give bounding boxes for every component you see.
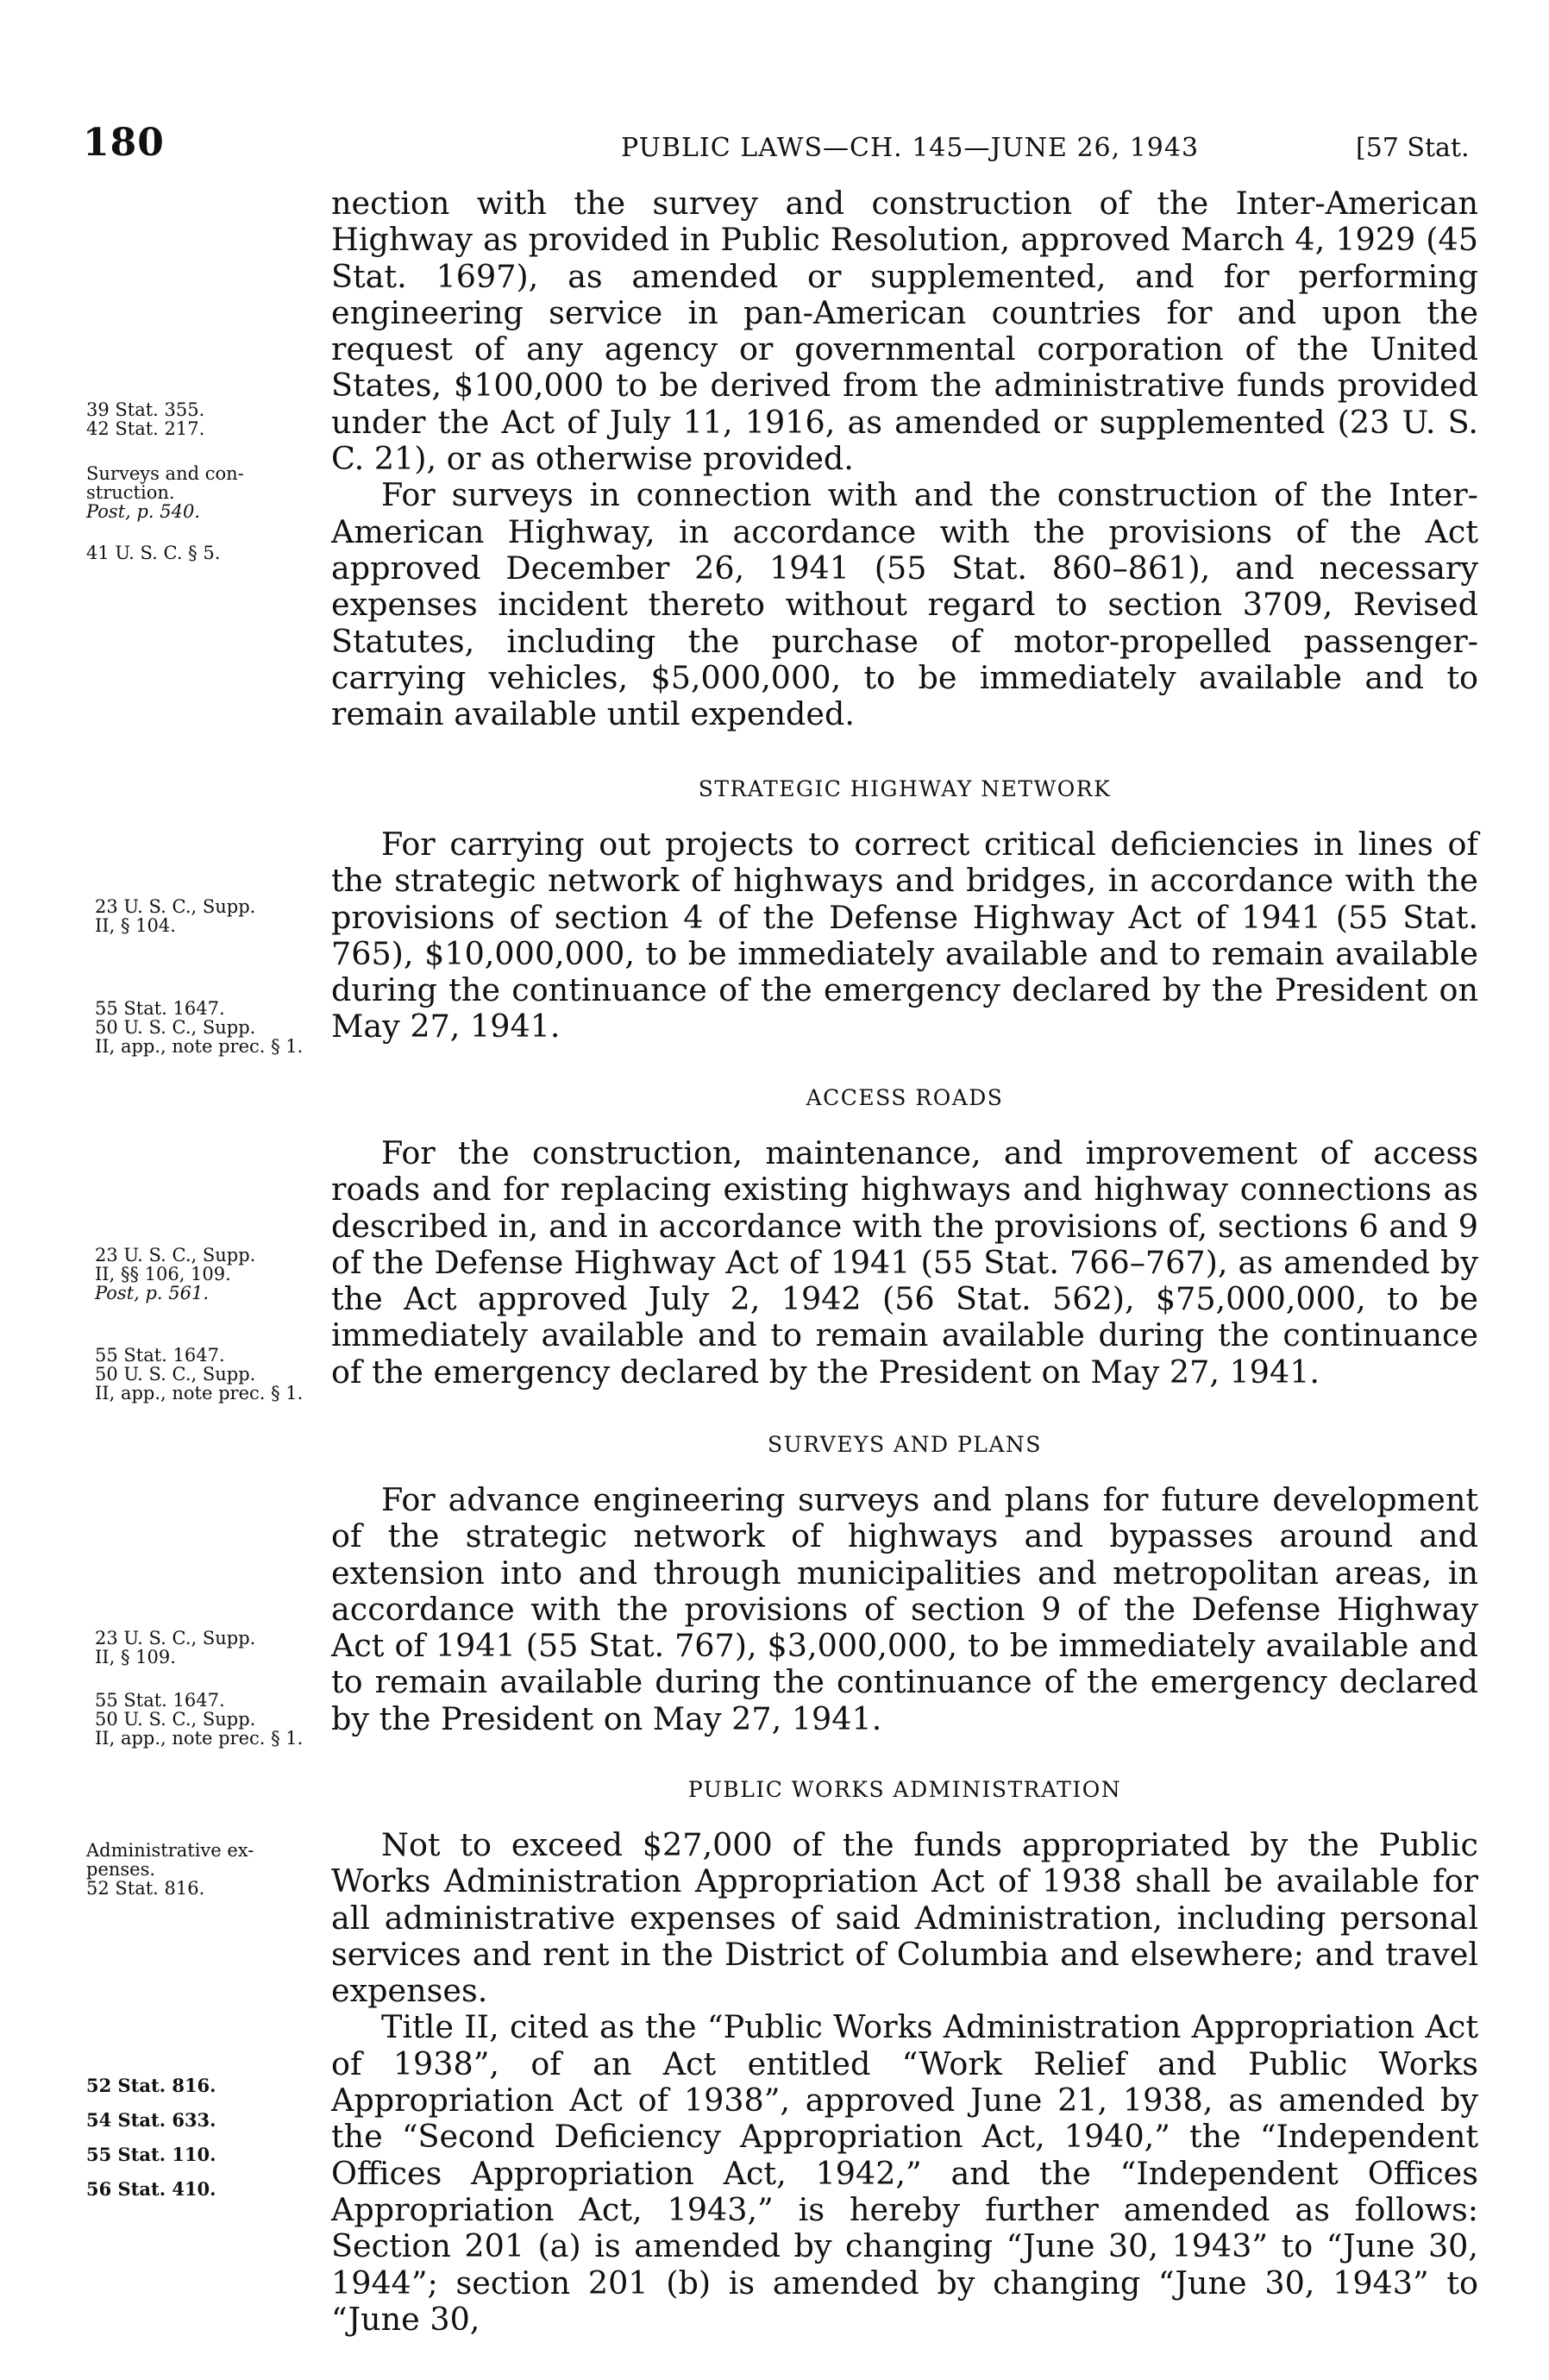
page-number: 180: [83, 121, 165, 165]
public-works-section: [331, 1827, 1478, 2338]
access-roads-paragraph: For the construction, maintenance, and improvement of access roads and for replacing existing highways and highway connections as described in, and in accordance with the provisions of, sections 6 and 9 of the Defense Highway Act of 1941 (55 Stat. 766–767), as amended by the Act approved July 2, 1942 (56 Stat. 562), $75,000,000, to be immediately available and to remain available during the continuance of the emergency declared by the President on May 27, 1941.: [331, 1134, 1478, 1391]
heading-strategic-highway-network: STRATEGIC HIGHWAY NETWORK: [698, 776, 1112, 801]
margin-note-stat-list: 52 Stat. 816. 54 Stat. 633. 55 Stat. 110. 56 Stat. 410.: [86, 2075, 216, 2200]
inter-american-surveys-paragraph: For surveys in connection with and the construction of the Inter-American Highway, in accordance with the provisions of the Act approved December 26, 1941 (55 Stat. 860–861), and necessary expenses incident thereto without regard to section 3709, Revised Statutes, including the purchase of motor-propelled passenger-carrying vehicles, $5,000,000, to be immediately available and to remain available until expended.: [331, 476, 1478, 733]
surveys-plans-section: [331, 1482, 1478, 1737]
strategic-network-paragraph: For carrying out projects to correct critical deficiencies in lines of the strategic network of highways and bridges, in accordance with the provisions of section 4 of the Defense Highway Act of 1941 (55 Stat. 765), $10,000,000, to be immediately available and to remain available during the continuance of the emergency declared by the President on May 27, 1941.: [331, 826, 1478, 1046]
heading-surveys-and-plans: SURVEYS AND PLANS: [768, 1432, 1042, 1457]
margin-note-usc-109: 23 U. S. C., Supp. II, § 109.: [95, 1628, 256, 1667]
statute-volume-reference: [57 Stat.: [1356, 133, 1470, 163]
margin-note-usc-104: 23 U. S. C., Supp. II, § 104.: [95, 896, 256, 936]
heading-access-roads: ACCESS ROADS: [806, 1085, 1004, 1110]
margin-note-emergency-1: 55 Stat. 1647. 50 U. S. C., Supp. II, app., note prec. § 1.: [95, 998, 304, 1057]
margin-note-emergency-2: 55 Stat. 1647. 50 U. S. C., Supp. II, app., note prec. § 1.: [95, 1345, 304, 1404]
administrative-expenses-paragraph: Not to exceed $27,000 of the funds appropriated by the Public Works Administration Appropriation Act of 1938 shall be available for all administrative expenses of said Administration, including personal services and rent in the District of Columbia and elsewhere; and travel expenses.: [331, 1826, 1478, 2010]
margin-note-stat-refs: 39 Stat. 355. 42 Stat. 217.: [86, 399, 205, 439]
margin-note-administrative-expenses: Administrative ex- penses. 52 Stat. 816.: [86, 1840, 254, 1899]
highway-section: [331, 185, 1478, 732]
surveys-plans-paragraph: For advance engineering surveys and plans for future development of the strategic network of highways and bypasses around and extension into and through municipalities and metropolitan areas, in accordance with the provisions of section 9 of the Defense Highway Act of 1941 (55 Stat. 767), $3,000,000, to be immediately available and to remain available during the continuance of the emergency declared by the President on May 27, 1941.: [331, 1481, 1478, 1737]
margin-note-surveys-construction: Surveys and con- struction. Post, p. 540.: [86, 463, 244, 522]
continuation-paragraph: nection with the survey and construction of the Inter-American Highway as provided in Public Resolution, approved March 4, 1929 (45 Stat. 1697), as amended or supplemented, and for performing engineering service in pan-American countries for and upon the request of any agency or governmental corporation of the United States, $100,000 to be derived from the administrative funds provided under the Act of July 11, 1916, as amended or supplemented (23 U. S. C. 21), or as otherwise provided.: [331, 185, 1478, 478]
strategic-network-section: [331, 826, 1478, 1046]
margin-note-usc-5: 41 U. S. C. § 5.: [86, 543, 221, 563]
heading-public-works-administration: PUBLIC WORKS ADMINISTRATION: [687, 1777, 1122, 1802]
margin-note-emergency-3: 55 Stat. 1647. 50 U. S. C., Supp. II, app., note prec. § 1.: [95, 1690, 304, 1749]
access-roads-section: [331, 1135, 1478, 1391]
margin-note-usc-106-109: 23 U. S. C., Supp. II, §§ 106, 109. Post, p. 561.: [95, 1245, 256, 1303]
title-two-amendment-paragraph: Title II, cited as the “Public Works Administration Appropriation Act of 1938”, of an Act entitled “Work Relief and Public Works Appropriation Act of 1938”, approved June 21, 1938, as amended by the “Second Deficiency Appropriation Act, 1940,” the “Independent Offices Appropriation Act, 1942,” and the “Independent Offices Appropriation Act, 1943,” is hereby further amended as follows: Section 201 (a) is amended by changing “June 30, 1943” to “June 30, 1944”; section 201 (b) is amended by changing “June 30, 1943” to “June 30,: [331, 2008, 1478, 2338]
page-header: [0, 121, 1549, 173]
running-head: PUBLIC LAWS—CH. 145—JUNE 26, 1943: [621, 133, 1200, 163]
